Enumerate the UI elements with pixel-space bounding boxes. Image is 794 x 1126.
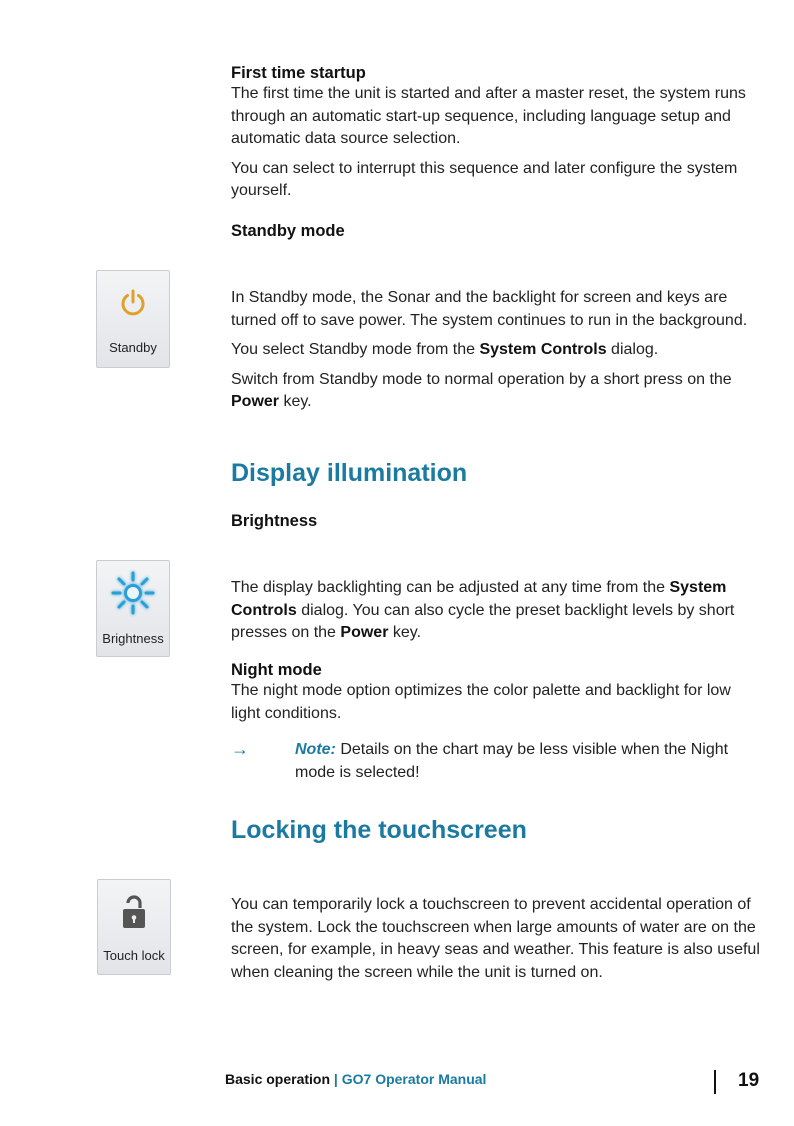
touch-lock-tile[interactable]: [97, 879, 171, 975]
standby-para3: Switch from Standby mode to normal operation by a short press on the Power key.: [231, 370, 732, 410]
first-time-startup-para2: You can select to interrupt this sequence and later configure the system yourself.: [231, 159, 738, 199]
note-text: Note: Details on the chart may be less visible when the Night mode is selected!: [295, 741, 729, 781]
first-time-startup-heading: First time startup: [231, 64, 366, 82]
arrow-right-icon: →: [231, 739, 249, 759]
footer-divider: [714, 1070, 716, 1094]
first-time-startup-para1: The first time the unit is started and after a master reset, the system runs through an automatic start-up sequence, including language setup and automatic data source selection.: [231, 85, 746, 147]
standby-tile-label: Standby: [109, 340, 157, 355]
brightness-para: The display backlighting can be adjusted at any time from the System Controls dialog. You can also cycle the preset backlight levels by short presses on the Power key.: [231, 579, 735, 641]
page-number: 19: [738, 1070, 760, 1091]
brightness-heading: Brightness: [231, 512, 318, 530]
footer-separator: |: [330, 1071, 342, 1087]
lock-icon: [120, 894, 148, 932]
sun-icon: [108, 569, 158, 617]
display-illumination-heading: Display illumination: [231, 459, 468, 487]
standby-para1: In Standby mode, the Sonar and the backlight for screen and keys are turned off to save power. The system continues to run in the background.: [231, 289, 748, 329]
locking-body: [231, 894, 761, 984]
night-mode-heading: Night mode: [231, 661, 322, 679]
standby-para2: You select Standby mode from the System Controls dialog.: [231, 341, 659, 358]
locking-heading: Locking the touchscreen: [231, 816, 527, 844]
footer-manual: GO7 Operator Manual: [341, 1071, 487, 1087]
brightness-tile-label: Brightness: [102, 631, 164, 646]
standby-heading: Standby mode: [231, 222, 345, 240]
footer-section: Basic operation: [225, 1071, 331, 1087]
brightness-body: [231, 577, 761, 645]
touch-lock-tile-label: Touch lock: [103, 948, 165, 963]
standby-body: [231, 287, 761, 414]
first-time-startup-section: [231, 64, 761, 203]
note: [231, 739, 761, 784]
night-mode-section: [231, 661, 761, 725]
power-icon: [117, 287, 149, 319]
standby-tile[interactable]: [96, 270, 170, 368]
night-mode-para: The night mode option optimizes the color palette and backlight for low light conditions.: [231, 682, 731, 722]
footer-title: [225, 1071, 486, 1087]
brightness-tile[interactable]: [96, 560, 170, 657]
locking-para: You can temporarily lock a touchscreen to prevent accidental operation of the system. Lock the touchscreen when large amounts of water are on the screen, for example, in heavy seas and weather. This feature is also useful when cleaning the screen while the unit is turned on.: [231, 896, 760, 981]
